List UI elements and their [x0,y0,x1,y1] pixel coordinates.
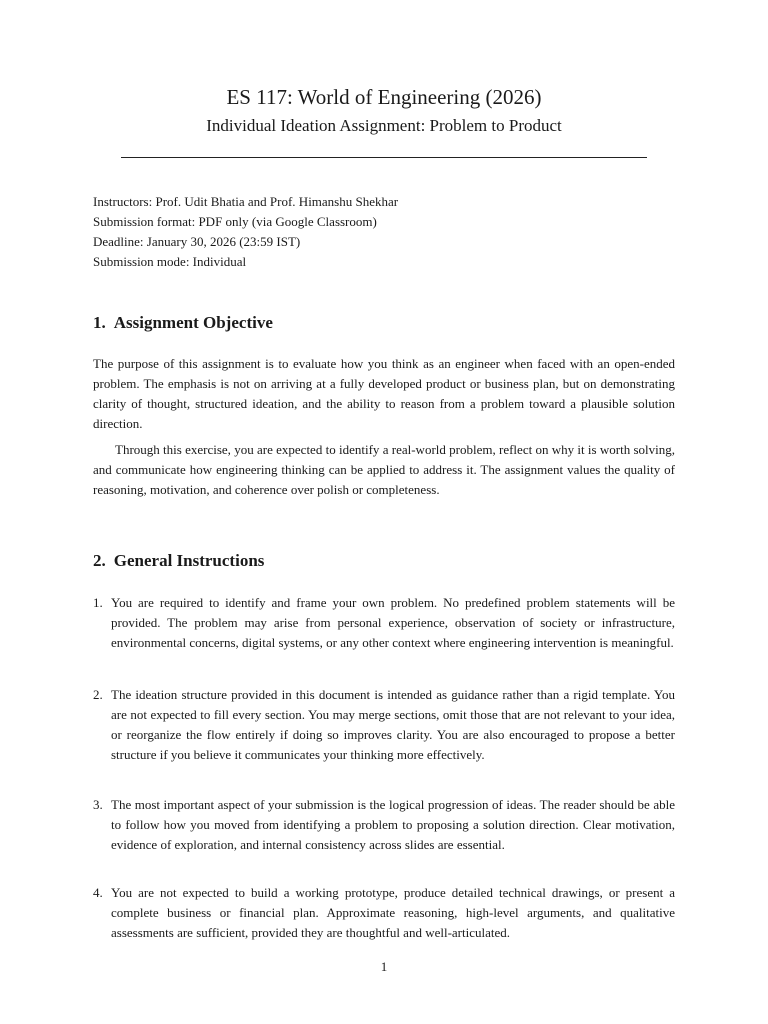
list-item [93,795,675,855]
list-marker: 1. [93,595,103,610]
list-marker: 2. [93,687,103,702]
objective-paragraph-2: Through this exercise, you are expected to identify a real-world problem, reflect on why it is worth solving, and communicate how engineering thinking can be applied to address it. The assignment values the quality of reasoning, motivation, and coherence over polish or completeness. [93,442,675,497]
list-item-text: You are not expected to build a working prototype, produce detailed technical drawings, or present a complete business or financial plan. Approximate reasoning, high-level arguments, and qualitative assessments are sufficient, provided they are thoughtful and well-articulated. [111,885,675,940]
section-heading-objective [93,312,273,334]
meta-deadline: Deadline: January 30, 2026 (23:59 IST) [93,234,301,249]
meta-instructors: Instructors: Prof. Udit Bhatia and Prof. Himanshu Shekhar [93,194,399,209]
list-marker: 4. [93,885,103,900]
list-item [93,883,675,943]
list-item [93,593,675,653]
page-number: 1 [380,959,388,974]
assignment-meta [93,192,683,272]
section-heading-instructions [93,550,264,572]
meta-submission-mode: Submission mode: Individual [93,254,247,269]
list-item [93,685,675,765]
list-item-text: The most important aspect of your submission is the logical progression of ideas. The reader should be able to follow how you moved from identifying a problem to proposing a solution direction. Clear motivation, evidence of exploration, and internal consistency across slides are essential. [111,797,675,852]
section-title: General Instructions [113,551,265,570]
section-number: 1. [93,313,106,332]
list-item-text: The ideation structure provided in this document is intended as guidance rather than a rigid template. You are not expected to fill every section. You may merge sections, omit those that are not relevant to your idea, or reorganize the flow entirely if doing so improves clarity. You are also encouraged to propose a better structure if you believe it communicates your thinking more effectively. [111,687,675,762]
section-number: 2. [93,551,106,570]
list-item-text: You are required to identify and frame your own problem. No predefined problem statements will be provided. The problem may arise from personal experience, observation of society or infrastructure, environmental concerns, digital systems, or any other context where engineering intervention is meaningful. [111,595,675,650]
list-marker: 3. [93,797,103,812]
section-title: Assignment Objective [113,313,273,332]
objective-paragraph-1: The purpose of this assignment is to evaluate how you think as an engineer when faced with an open-ended problem. The emphasis is not on arriving at a fully developed product or business plan, but on demonstrating clarity of thought, structured ideation, and the ability to reason from a problem toward a plausible solution direction. [93,356,675,431]
title-divider [121,157,647,158]
document-subtitle: Individual Ideation Assignment: Problem to Product [206,116,562,135]
meta-submission-format: Submission format: PDF only (via Google Classroom) [93,214,377,229]
document-title: ES 117: World of Engineering (2026) [226,85,542,109]
